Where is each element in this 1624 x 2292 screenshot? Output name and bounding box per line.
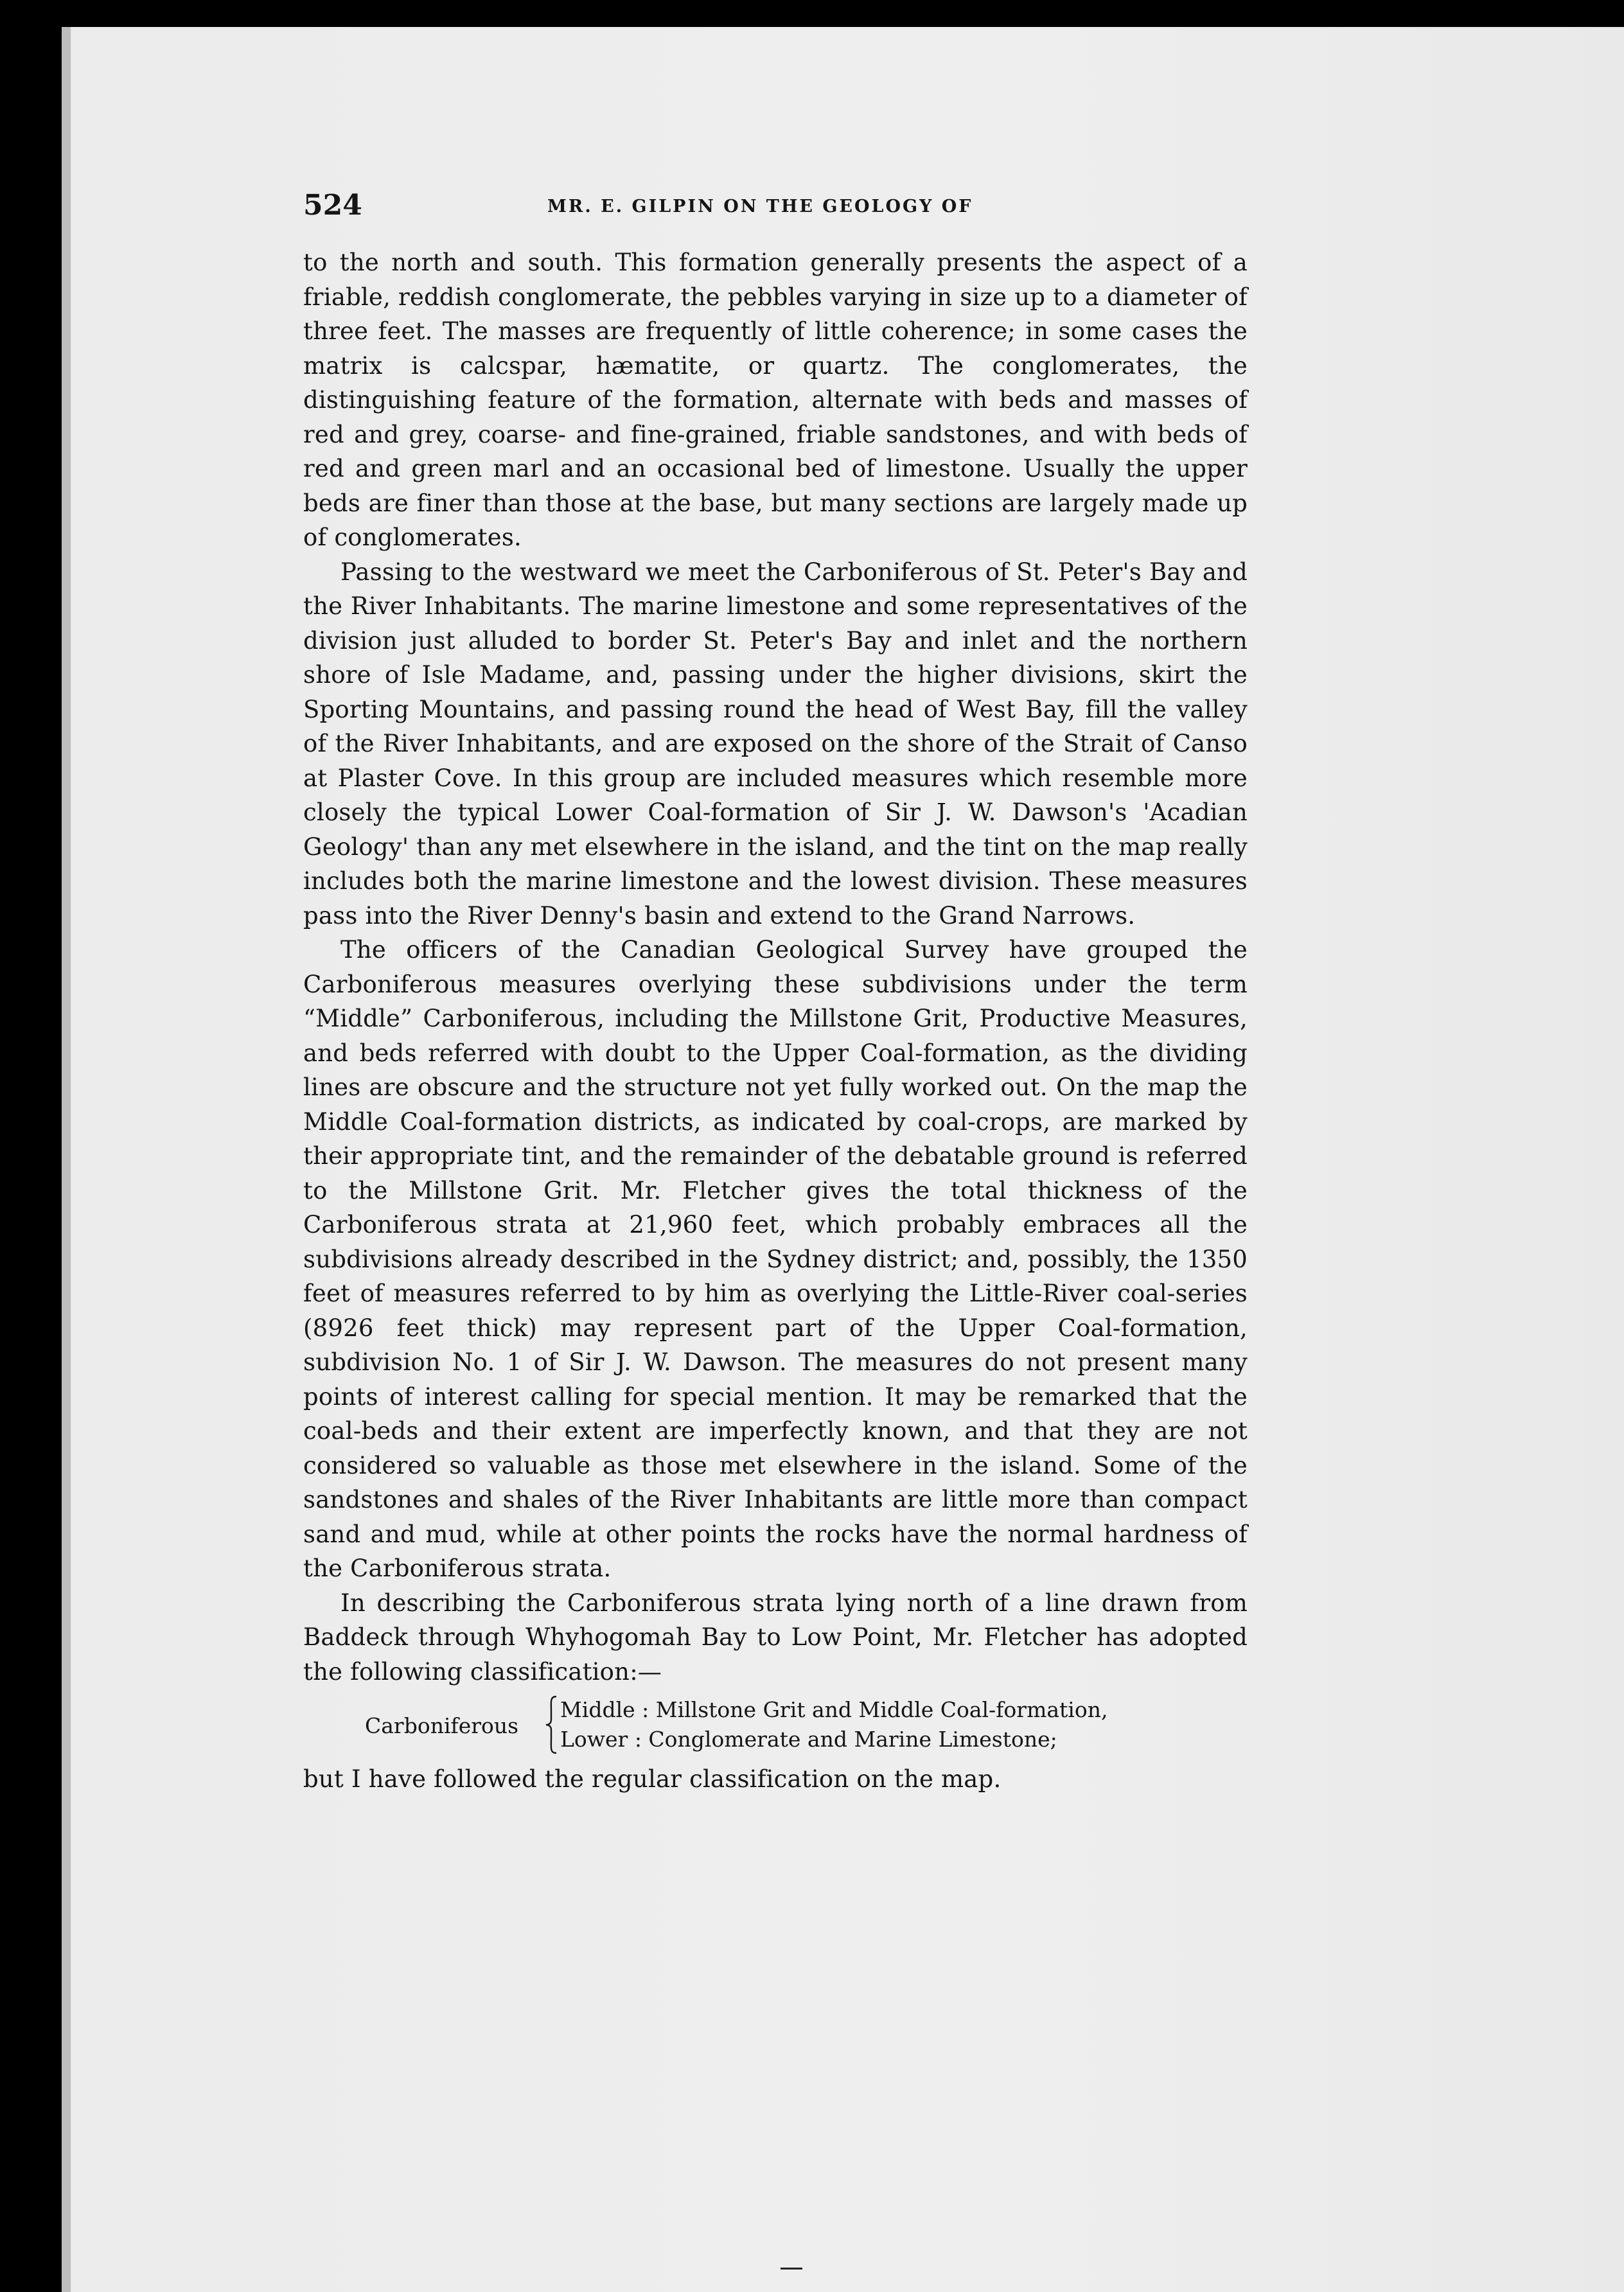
binding-gutter xyxy=(62,27,71,2292)
closing-line: but I have followed the regular classification on the map. xyxy=(303,1765,1002,1793)
classification-label: Carboniferous xyxy=(365,1713,519,1738)
classification-table xyxy=(303,1693,1248,1759)
curly-brace-icon xyxy=(545,1695,558,1754)
paragraph-middle-carboniferous: The officers of the Canadian Geological Survey have grouped the Carboniferous measures overlying these subdivisions under the term “Middle” Carboniferous, including the Millstone Grit, Productive Measures, and beds referred with doubt to the Upper Coal-formation, as the dividing lines are obscure and the structure not yet fully worked out. On the map the Middle Coal-formation districts, as indicated by coal-crops, are marked by their appropriate tint, and the remainder of the debatable ground is referred to the Millstone Grit. Mr. Fletcher gives the total thickness of the Carboniferous strata at 21,960 feet, which probably embraces all the subdivisions already described in the Sydney district; and, possibly, the 1350 feet of measures referred to by him as overlying the Little-River coal-series (8926 feet thick) may represent part of the Upper Coal-formation, subdivision No. 1 of Sir J. W. Dawson. The measures do not present many points of interest calling for special mention. It may be remarked that the coal-beds and their extent are imperfectly known, and that they are not considered so valuable as those met elsewhere in the island. Some of the sandstones and shales of the River Inhabitants are little more than compact sand and mud, while at other points the rocks have the normal hardness of the Carboniferous strata. xyxy=(303,936,1248,1582)
classification-entries xyxy=(560,1695,1108,1754)
paragraph-classification-intro: In describing the Carboniferous strata lying north of a line drawn from Baddeck through Whyhogomah Bay to Low Point, Mr. Fletcher has adopted the following classification:— xyxy=(303,1589,1248,1686)
page-header xyxy=(303,186,1248,231)
paragraph-st-peters-bay: Passing to the westward we meet the Carboniferous of St. Peter's Bay and the River Inhabitants. The marine limestone and some representatives of the division just alluded to border St. Peter's Bay and inlet and the northern shore of Isle Madame, and, passing under the higher divisions, skirt the Sporting Mountains, and passing round the head of West Bay, fill the valley of the River Inhabitants, and are exposed on the shore of the Strait of Canso at Plaster Cove. In this group are included measures which resemble more closely the typical Lower Coal-formation of Sir J. W. Dawson's 'Acadian Geology' than any met elsewhere in the island, and the tint on the map really includes both the marine limestone and the lowest division. These measures pass into the River Denny's basin and extend to the Grand Narrows. xyxy=(303,558,1248,930)
scan-mark xyxy=(781,2268,802,2270)
classification-lower: Lower : Conglomerate and Marine Limestone; xyxy=(560,1727,1057,1752)
page-text xyxy=(303,186,1248,1797)
classification-middle: Middle : Millstone Grit and Middle Coal-formation, xyxy=(560,1697,1108,1722)
paragraph-continuation: to the north and south. This formation generally presents the aspect of a friable, reddish conglomerate, the pebbles varying in size up to a diameter of three feet. The masses are frequently of little coherence; in some cases the matrix is calcspar, hæmatite, or quartz. The conglomerates, the distinguishing feature of the formation, alternate with beds and masses of red and grey, coarse- and fine-grained, friable sandstones, and with beds of red and green marl and an occasional bed of limestone. Usually the upper beds are finer than those at the base, but many sections are largely made up of conglomerates. xyxy=(303,249,1248,551)
page-number: 524 xyxy=(303,189,362,222)
running-head: MR. E. GILPIN ON THE GEOLOGY OF xyxy=(547,197,973,216)
